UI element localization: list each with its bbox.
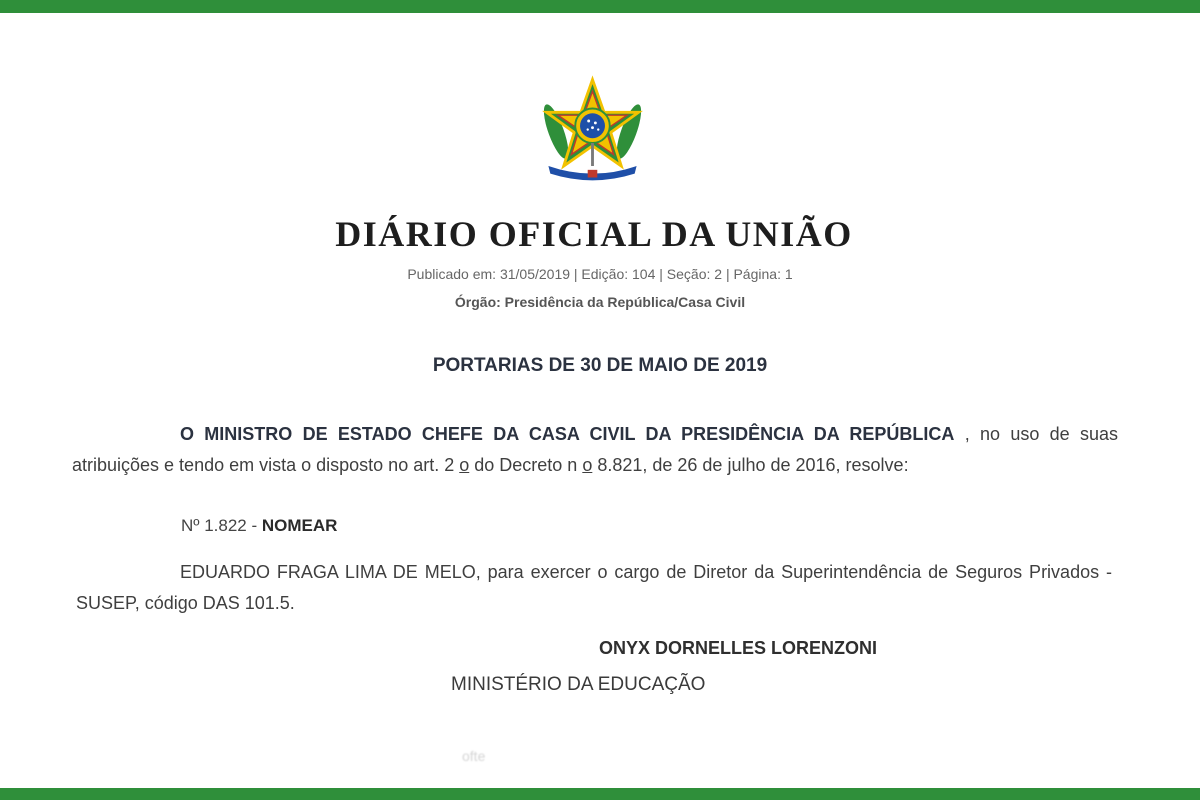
intro-paragraph — [72, 419, 1118, 481]
publication-meta: Publicado em: 31/05/2019 | Edição: 104 | Seção: 2 | Página: 1 — [407, 266, 793, 282]
act-heading: PORTARIAS DE 30 DE MAIO DE 2019 — [432, 355, 768, 376]
page-title: DIÁRIO OFICIAL DA UNIÃO — [335, 214, 853, 254]
ordinal-1: o — [459, 455, 470, 475]
brazil-coat-of-arms-icon — [535, 74, 650, 189]
intro-authority: O MINISTRO DE ESTADO CHEFE DA CASA CIVIL DA PRESIDÊNCIA DA REPÚBLICA — [180, 424, 955, 444]
appointment-paragraph — [76, 557, 1112, 619]
intro-text-3: 8.821, de 26 de julho de 2016, resolve: — [592, 455, 909, 475]
organ-label: Órgão: — [454, 294, 501, 310]
act-action: NOMEAR — [261, 516, 338, 535]
organ-value: Presidência da República/Casa Civil — [504, 294, 746, 310]
act-number: Nº 1.822 - — [181, 516, 262, 535]
act-number-line — [181, 516, 337, 536]
appointment-text: EDUARDO FRAGA LIMA DE MELO, para exercer o cargo de Diretor da Superintendência de Seguros Privados - SUSEP, código DAS 101.5. — [76, 562, 1112, 613]
intro-text-1: , no uso de suas atribuições e tendo em vista o disposto no art. 2 — [72, 424, 1119, 475]
signer-name: ONYX DORNELLES LORENZONI — [599, 638, 878, 658]
top-green-bar — [0, 0, 1200, 13]
faded-text: ofte — [462, 748, 486, 764]
next-ministry-heading: MINISTÉRIO DA EDUCAÇÃO — [451, 674, 706, 695]
bottom-green-bar — [0, 788, 1200, 800]
organ-line — [0, 294, 1200, 310]
ordinal-2: o — [582, 455, 593, 475]
intro-text-2: do Decreto n — [469, 455, 583, 475]
